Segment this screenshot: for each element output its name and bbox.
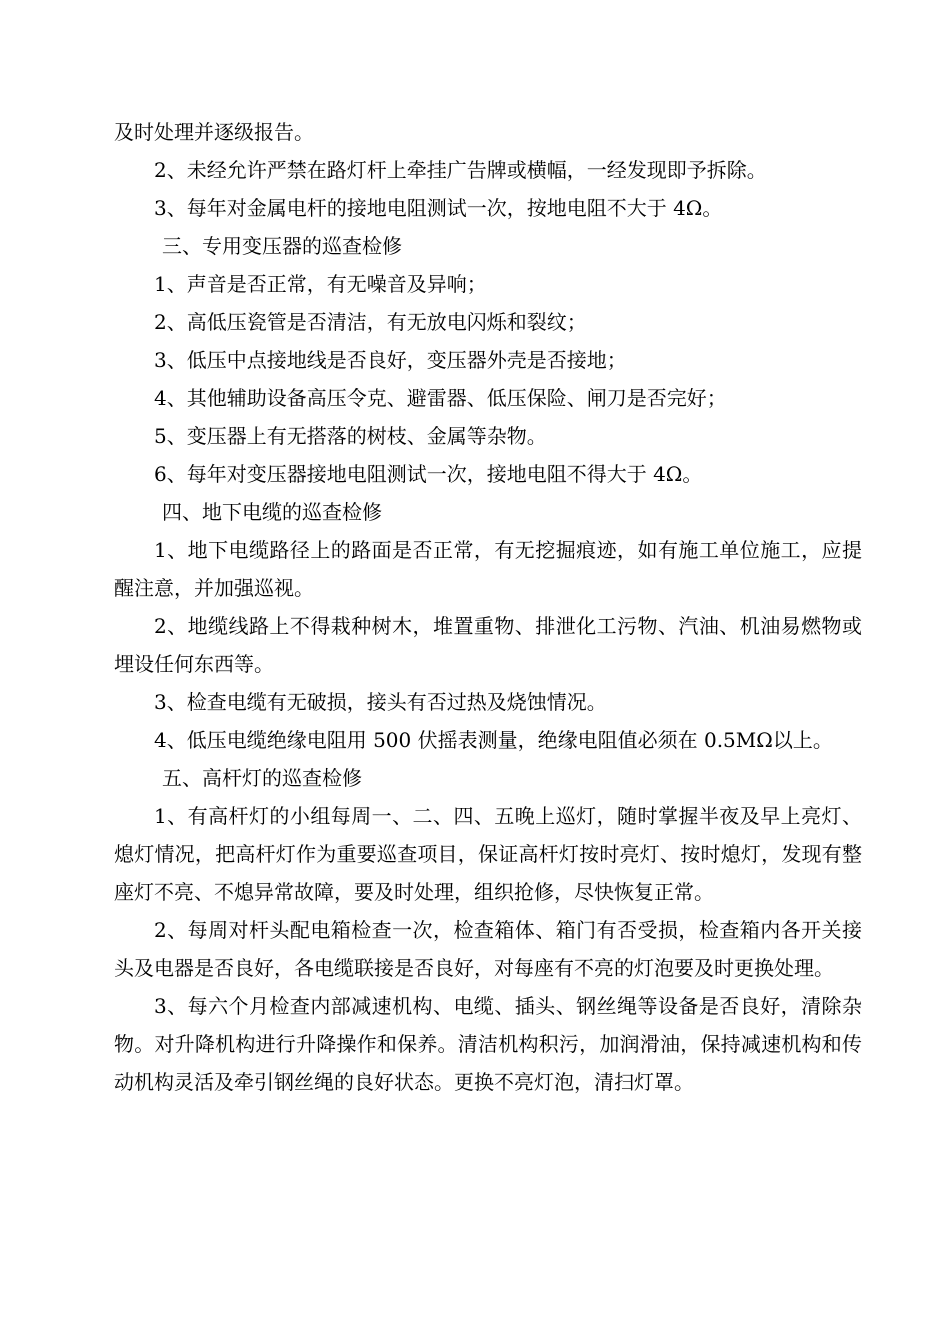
list-item: 3、检查电缆有无破损，接头有否过热及烧蚀情况。 [154,690,607,714]
document-body [114,113,862,1101]
list-item: 1、声音是否正常，有无噪音及异响； [154,272,487,296]
list-item: 4、低压电缆绝缘电阻用 500 伏摇表测量，绝缘电阻值必须在 0.5MΩ以上。 [154,728,833,752]
list-item: 1、地下电缆路径上的路面是否正常，有无挖掘痕迹，如有施工单位施工，应提醒注意，并加强巡视。 [114,538,862,600]
list-item: 2、高低压瓷管是否清洁，有无放电闪烁和裂纹； [154,310,587,334]
section-heading: 三、专用变压器的巡查检修 [162,234,402,258]
list-item: 4、其他辅助设备高压令克、避雷器、低压保险、闸刀是否完好； [154,386,727,410]
list-item: 3、每六个月检查内部减速机构、电缆、插头、钢丝绳等设备是否良好，清除杂物。对升降机构进行升降操作和保养。清洁机构积污，加润滑油，保持减速机构和传动机构灵活及牵引钢丝绳的良好状态。更换不亮灯泡，清扫灯罩。 [114,994,862,1094]
paragraph-continuation: 及时处理并逐级报告。 [114,120,314,144]
list-item: 2、每周对杆头配电箱检查一次，检查箱体、箱门有否受损，检查箱内各开关接头及电器是否良好，各电缆联接是否良好，对每座有不亮的灯泡要及时更换处理。 [114,918,862,980]
list-item: 1、有高杆灯的小组每周一、二、四、五晚上巡灯，随时掌握半夜及早上亮灯、熄灯情况，把高杆灯作为重要巡查项目，保证高杆灯按时亮灯、按时熄灯，发现有整座灯不亮、不熄异常故障，要及时处理，组织抢修，尽快恢复正常。 [114,804,862,904]
list-item: 6、每年对变压器接地电阻测试一次，接地电阻不得大于 4Ω。 [154,462,703,486]
list-item: 2、未经允许严禁在路灯杆上牵挂广告牌或横幅，一经发现即予拆除。 [154,158,767,182]
list-item: 3、低压中点接地线是否良好，变压器外壳是否接地； [154,348,627,372]
list-item: 5、变压器上有无搭落的树枝、金属等杂物。 [154,424,547,448]
list-item: 2、地缆线路上不得栽种树木，堆置重物、排泄化工污物、汽油、机油易燃物或埋设任何东西等。 [114,614,862,676]
section-heading: 五、高杆灯的巡查检修 [162,766,362,790]
list-item: 3、每年对金属电杆的接地电阻测试一次，按地电阻不大于 4Ω。 [154,196,723,220]
section-heading: 四、地下电缆的巡查检修 [162,500,382,524]
